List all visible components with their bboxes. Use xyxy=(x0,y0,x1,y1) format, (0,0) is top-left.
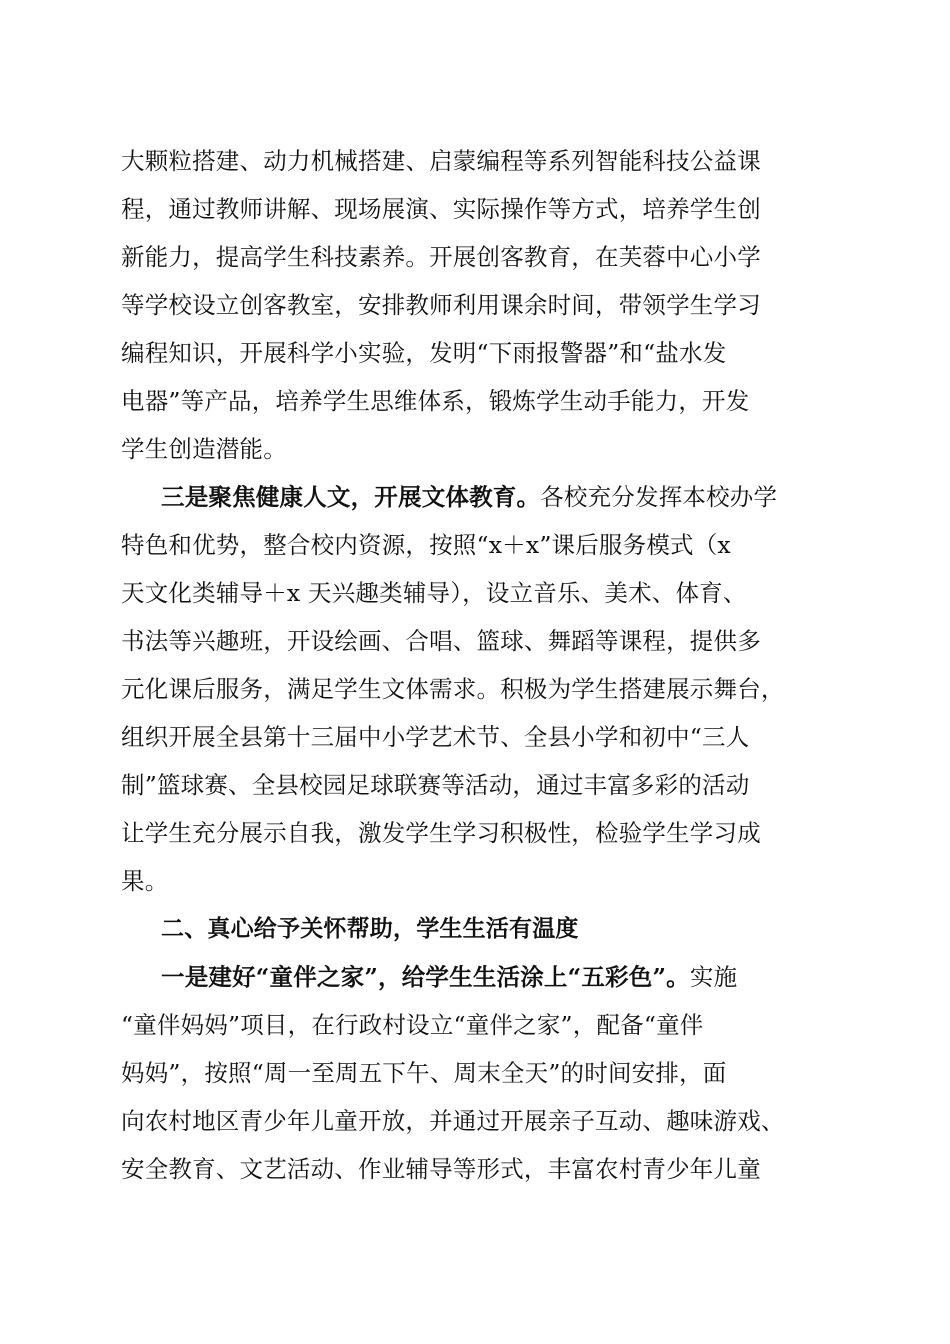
paragraph-2-line-8: 让学生充分展示自我，激发学生学习积极性，检验学生学习成 xyxy=(121,819,761,847)
paragraph-1-line-2: 程，通过教师讲解、现场展演、实际操作等方式，培养学生创 xyxy=(121,195,761,223)
paragraph-2-line-7: 制”篮球赛、全县校园足球联赛等活动，通过丰富多彩的活动 xyxy=(121,771,750,799)
paragraph-3-line-1-text: 实施 xyxy=(689,963,738,991)
paragraph-2-line-1-text: 各校充分发挥本校办学 xyxy=(540,483,778,511)
paragraph-3-line-2: “童伴妈妈”项目，在行政村设立“童伴之家”，配备“童伴 xyxy=(121,1011,704,1039)
paragraph-2-line-1 xyxy=(161,482,777,512)
paragraph-3-line-4: 向农村地区青少年儿童开放，并通过开展亲子互动、趣味游戏、 xyxy=(121,1107,785,1135)
paragraph-3-line-3: 妈妈”，按照“周一至周五下午、周末全天”的时间安排，面 xyxy=(121,1059,727,1087)
paragraph-2-line-6: 组织开展全县第十三届中小学艺术节、全县小学和初中“三人 xyxy=(121,723,750,751)
paragraph-2-line-2: 特色和优势，整合校内资源，按照“x＋x”课后服务模式（x xyxy=(121,531,731,559)
paragraph-1-line-5: 编程知识，开展科学小实验，发明“下雨报警器”和“盐水发 xyxy=(121,339,727,367)
paragraph-2-line-9: 果。 xyxy=(121,867,169,895)
paragraph-3-line-1 xyxy=(161,962,737,992)
paragraph-1-line-1: 大颗粒搭建、动力机械搭建、启蒙编程等系列智能科技公益课 xyxy=(121,147,761,175)
paragraph-1-line-4: 等学校设立创客教室，安排教师利用课余时间，带领学生学习 xyxy=(121,291,761,319)
paragraph-1-line-7: 学生创造潜能。 xyxy=(121,435,287,463)
paragraph-3-lead: 一是建好“童伴之家”，给学生生活涂上“五彩色”。 xyxy=(161,963,690,991)
paragraph-2-line-3: 天文化类辅导＋x 天兴趣类辅导），设立音乐、美术、体育、 xyxy=(121,579,747,607)
paragraph-1-line-3: 新能力，提高学生科技素养。开展创客教育，在芙蓉中心小学 xyxy=(121,243,761,271)
paragraph-1-line-6: 电器”等产品，培养学生思维体系，锻炼学生动手能力，开发 xyxy=(121,387,750,415)
section-heading: 二、真心给予关怀帮助，学生生活有温度 xyxy=(161,916,579,942)
paragraph-2-lead: 三是聚焦健康人文，开展文体教育。 xyxy=(161,483,541,511)
paragraph-2-line-4: 书法等兴趣班，开设绘画、合唱、篮球、舞蹈等课程，提供多 xyxy=(121,627,761,655)
paragraph-3-line-5: 安全教育、文艺活动、作业辅导等形式，丰富农村青少年儿童 xyxy=(121,1155,761,1183)
paragraph-2-line-5: 元化课后服务，满足学生文体需求。积极为学生搭建展示舞台， xyxy=(121,675,785,703)
